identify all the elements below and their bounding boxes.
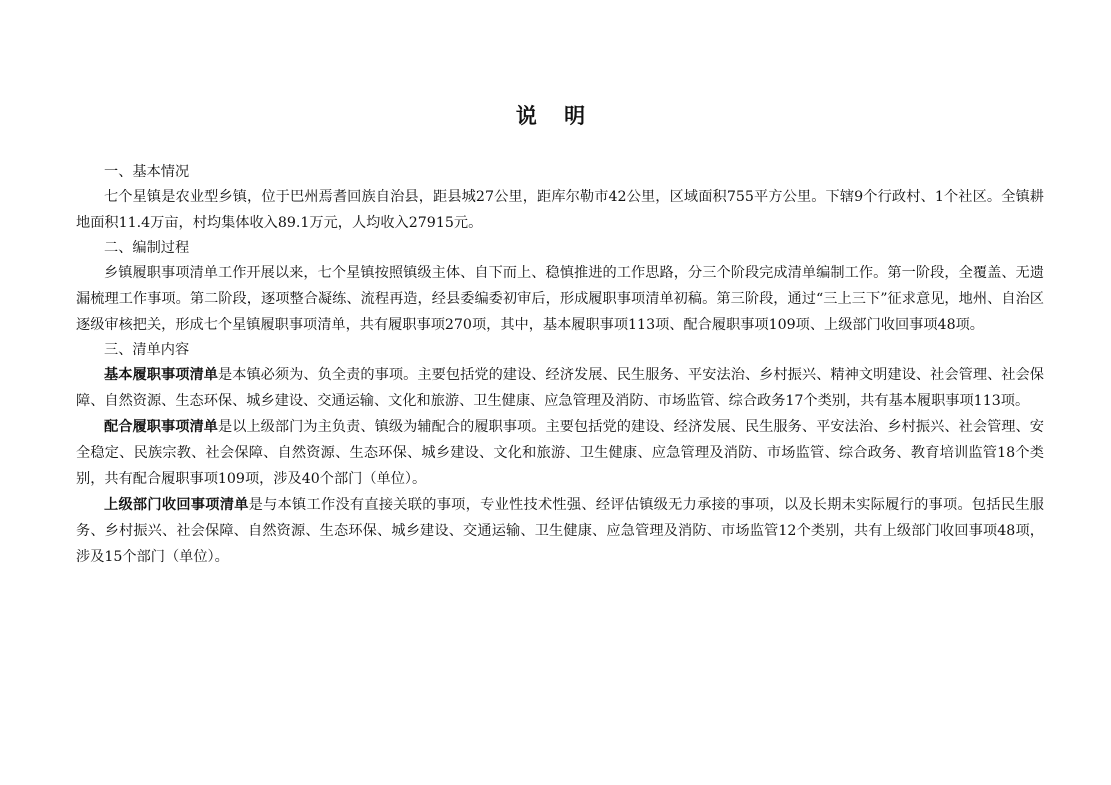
paragraph-basic-duties-list	[76, 362, 1044, 414]
lead-reclaimed-items-list: 上级部门收回事项清单	[104, 497, 249, 513]
paragraph-basic-info: 七个星镇是农业型乡镇，位于巴州焉耆回族自治县，距县城27公里，距库尔勒市42公里，区域面积755平方公里。下辖9个行政村、1个社区。全镇耕地面积11.4万亩，村均集体收入89.1万元，人均收入27915元。	[76, 189, 1044, 231]
lead-supporting-duties-list: 配合履职事项清单	[104, 419, 218, 435]
lead-basic-duties-list: 基本履职事项清单	[104, 367, 218, 383]
text-reclaimed-items-list: 是与本镇工作没有直接关联的事项，专业性技术性强、经评估镇级无力承接的事项，以及长期未实际履行的事项。包括民生服务、乡村振兴、社会保障、自然资源、生态环保、城乡建设、交通运输、卫生健康、应急管理及消防、市场监管12个类别，共有上级部门收回事项48项，涉及15个部门（单位）。	[76, 497, 1044, 565]
document-body	[76, 160, 1044, 570]
text-basic-duties-list: 是本镇必须为、负全责的事项。主要包括党的建设、经济发展、民生服务、平安法治、乡村振兴、精神文明建设、社会管理、社会保障、自然资源、生态环保、城乡建设、交通运输、文化和旅游、卫生健康、应急管理及消防、市场监管、综合政务17个类别，共有基本履职事项113项。	[76, 367, 1044, 409]
paragraph-supporting-duties-list	[76, 414, 1044, 492]
section-heading-basic-info: 一、基本情况	[104, 164, 190, 180]
section-heading-compilation-process: 二、编制过程	[104, 240, 190, 256]
paragraph-compilation-process: 乡镇履职事项清单工作开展以来，七个星镇按照镇级主体、自下而上、稳慎推进的工作思路，分三个阶段完成清单编制工作。第一阶段，全覆盖、无遗漏梳理工作事项。第二阶段，逐项整合凝练、流程再造，经县委编委初审后，形成履职事项清单初稿。第三阶段，通过“三上三下”征求意见，地州、自治区逐级审核把关，形成七个星镇履职事项清单，共有履职事项270项，其中，基本履职事项113项、配合履职事项109项、上级部门收回事项48项。	[76, 265, 1044, 333]
paragraph-reclaimed-items-list	[76, 492, 1044, 570]
section-heading-list-content: 三、清单内容	[104, 342, 190, 358]
text-supporting-duties-list: 是以上级部门为主负责、镇级为辅配合的履职事项。主要包括党的建设、经济发展、民生服务、平安法治、乡村振兴、社会管理、安全稳定、民族宗教、社会保障、自然资源、生态环保、城乡建设、文化和旅游、卫生健康、应急管理及消防、市场监管、综合政务、教育培训监管18个类别，共有配合履职事项109项，涉及40个部门（单位）。	[76, 419, 1044, 487]
page-title: 说 明	[515, 104, 596, 128]
